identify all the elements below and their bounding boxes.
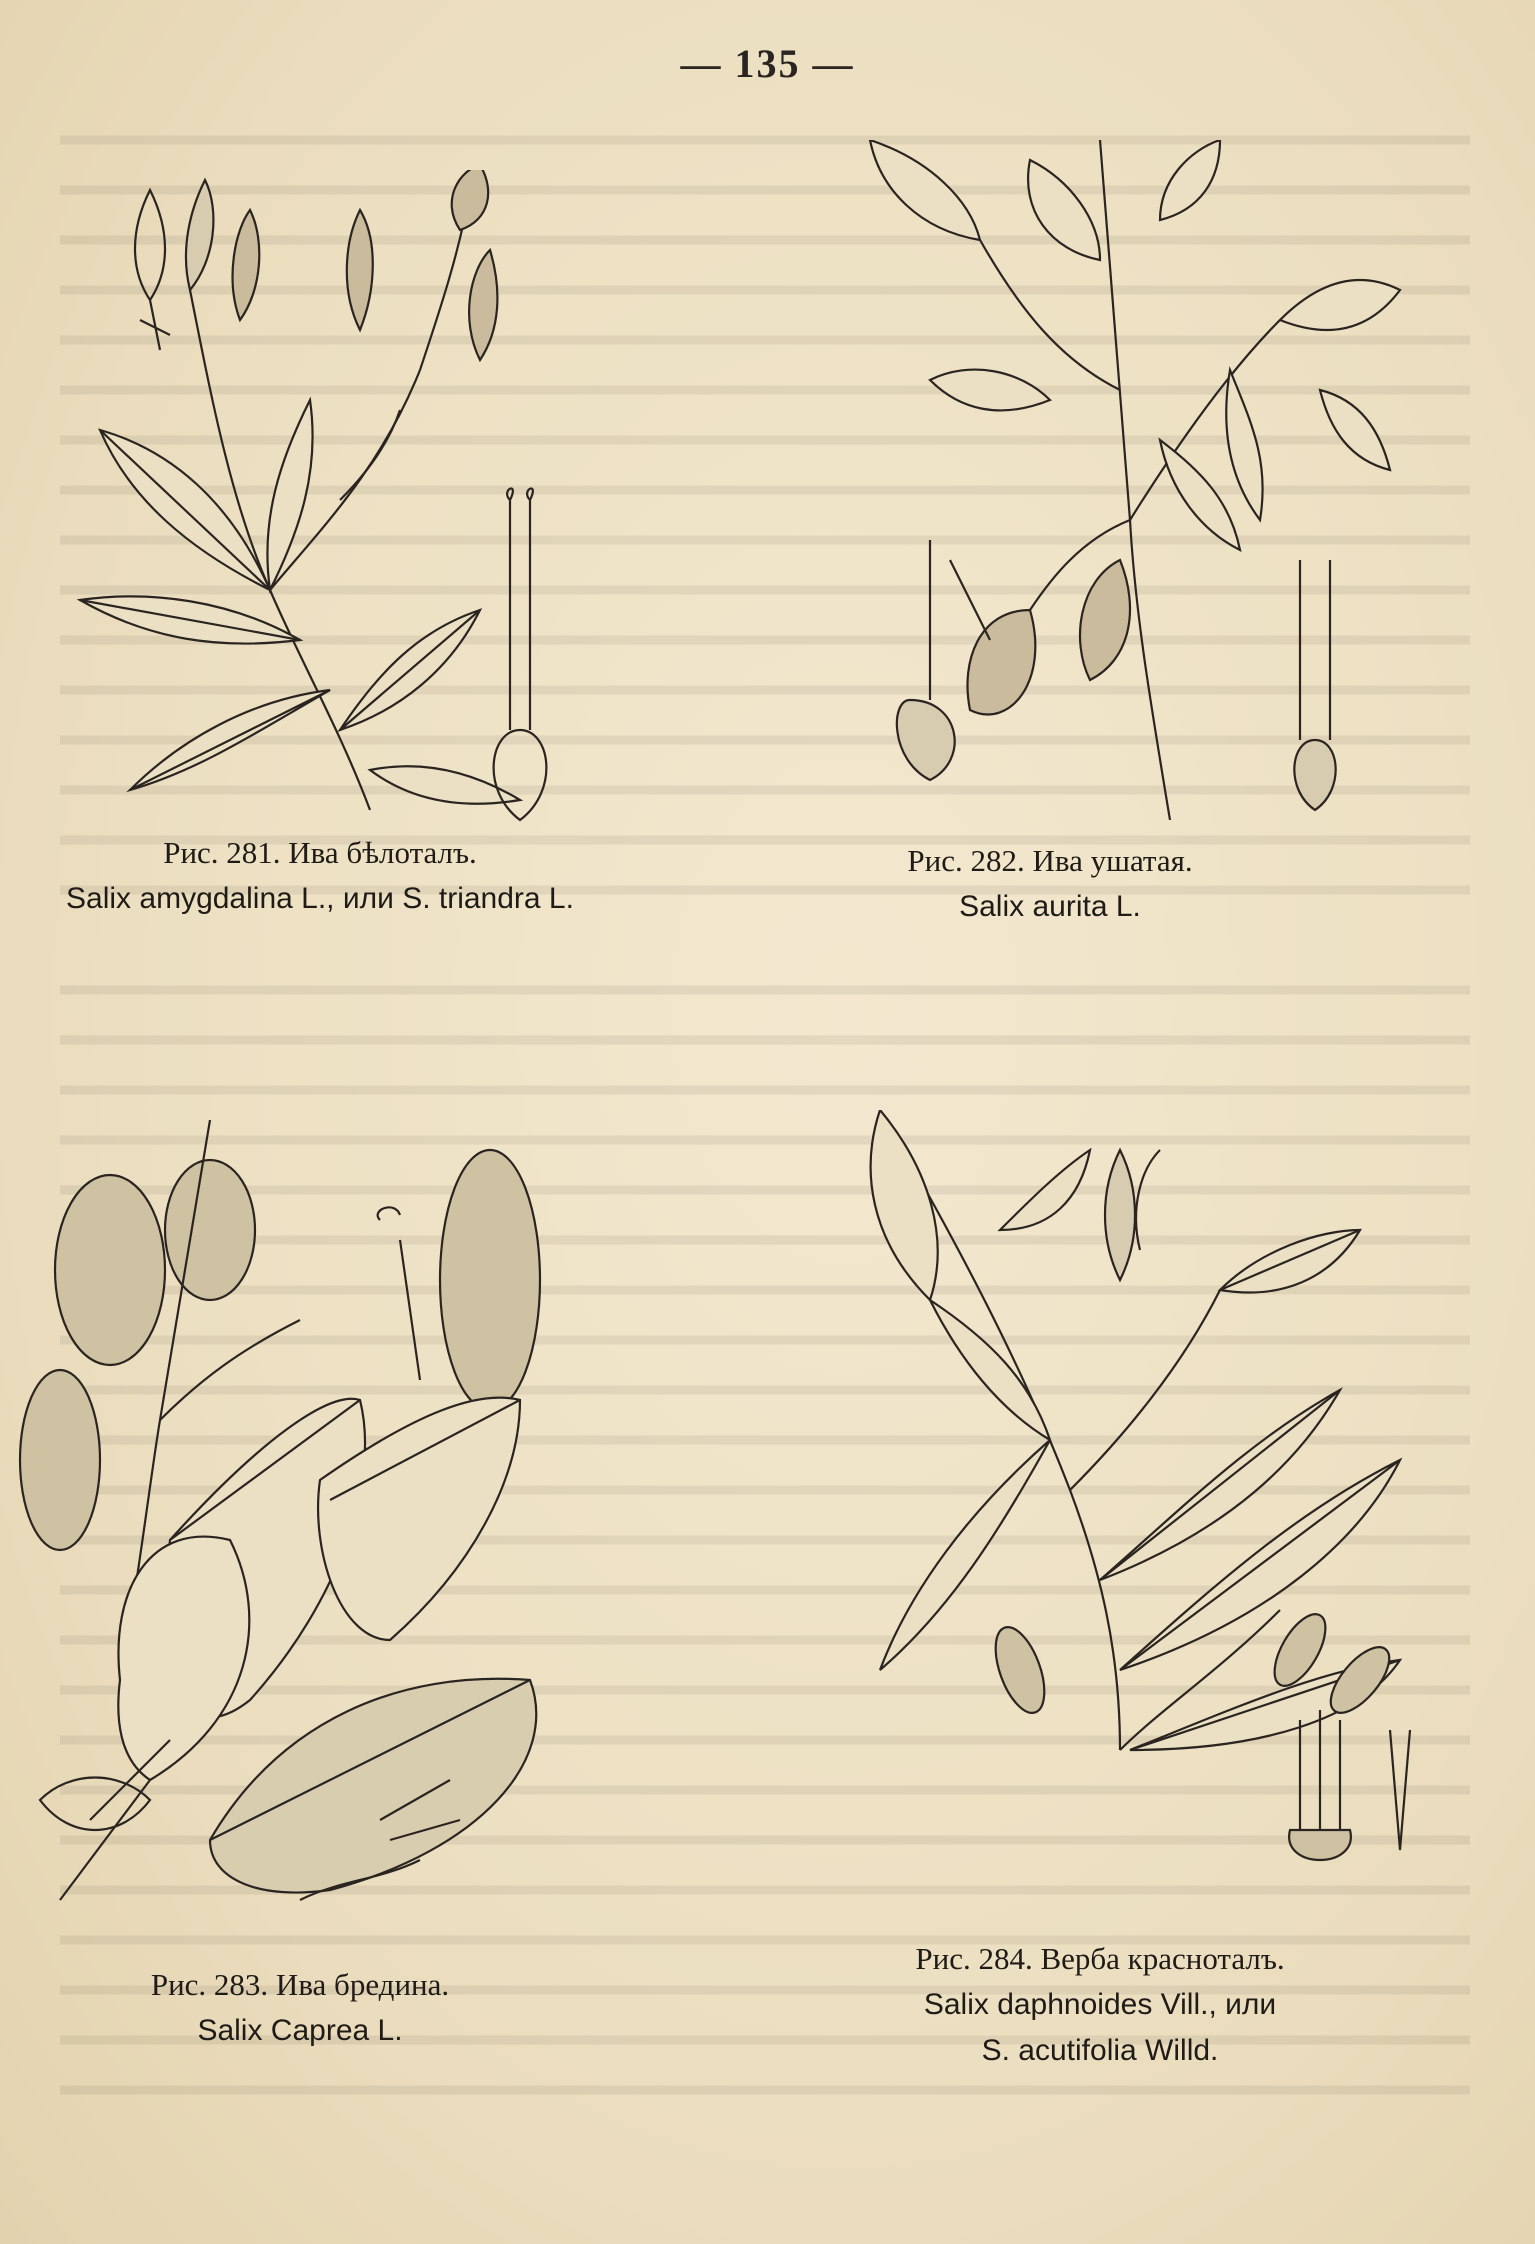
willow-branch-281-drawing bbox=[40, 170, 600, 830]
figure-284-label: Рис. 284. Верба красноталъ. bbox=[915, 1941, 1285, 1976]
figure-284-latin-line2: S. acutifolia Willd. bbox=[981, 2034, 1219, 2067]
willow-branch-283-drawing bbox=[0, 1120, 600, 1960]
figure-281-label: Рис. 281. Ива бѣлоталъ. bbox=[163, 835, 477, 870]
figure-281-latin-name: Salix amygdalina L., или S. triandra L. bbox=[66, 882, 574, 915]
figure-281-caption bbox=[0, 830, 640, 922]
page-number: — 135 — bbox=[680, 41, 855, 86]
figure-281-illustration bbox=[40, 170, 600, 830]
figure-284-caption bbox=[840, 1936, 1360, 2074]
figure-284-illustration bbox=[800, 1110, 1440, 1930]
willow-branch-282-drawing bbox=[800, 140, 1420, 820]
figure-282-illustration bbox=[800, 140, 1420, 820]
figure-282-latin-name: Salix aurita L. bbox=[959, 890, 1141, 923]
figure-284-latin-line1: Salix daphnoides Vill., или bbox=[923, 1988, 1277, 2021]
figure-283-illustration bbox=[0, 1120, 600, 1960]
figure-283-caption bbox=[80, 1962, 520, 2054]
figure-282-label: Рис. 282. Ива ушатая. bbox=[907, 843, 1193, 878]
figure-283-label: Рис. 283. Ива бредина. bbox=[150, 1967, 450, 2002]
figure-283-latin-name: Salix Caprea L. bbox=[197, 2014, 403, 2047]
figure-282-caption bbox=[800, 838, 1300, 930]
willow-branch-284-drawing bbox=[800, 1110, 1440, 1930]
